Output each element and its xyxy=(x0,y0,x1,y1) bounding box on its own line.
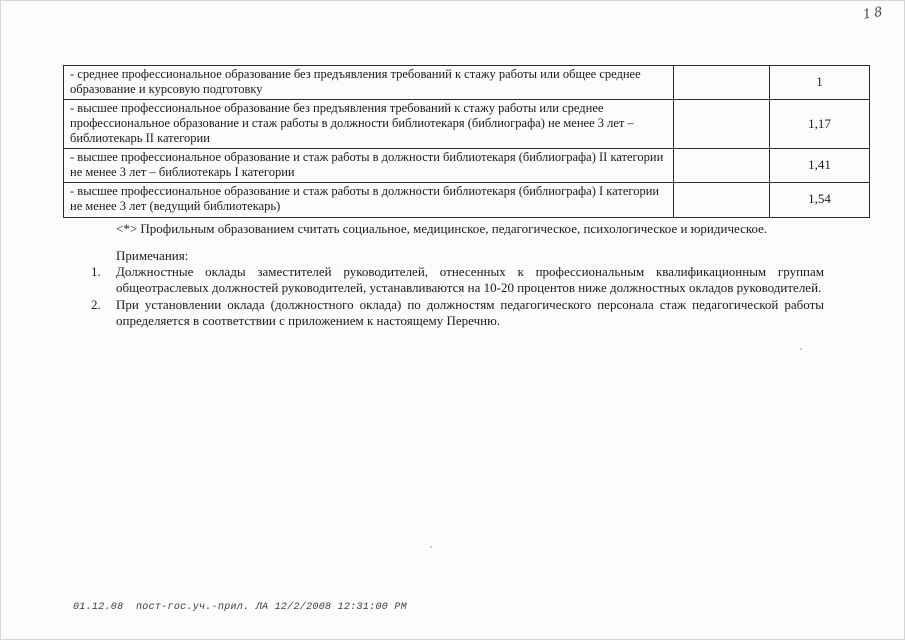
notes-title: Примечания: xyxy=(116,248,189,263)
coefficient-cell: 1,17 xyxy=(770,100,870,149)
document-footer-filename-timestamp: 01.12.08 пост-гос.уч.-прил. ЛА 12/2/2008 12:31:00 PM xyxy=(73,602,407,613)
table-row xyxy=(64,100,870,149)
note-text: Должностные оклады заместителей руководителей, отнесенных к профессиональным квалификационным группам общеотраслевых должностей руководителей, устанавливаются на 10-20 процентов ниже должностных окладов руководителей. xyxy=(116,264,824,295)
empty-cell xyxy=(674,100,770,149)
table-row xyxy=(64,183,870,217)
table-row xyxy=(64,149,870,183)
profile-education-footnote: <*> Профильным образованием считать социальное, медицинское, педагогическое, психологическое и юридическое. xyxy=(116,221,768,236)
scan-speckle xyxy=(800,348,802,350)
note-item xyxy=(91,264,824,296)
empty-cell xyxy=(674,66,770,100)
note-number: 2. xyxy=(91,296,101,312)
requirement-text-cell: - высшее профессиональное образование и стаж работы в должности библиотекаря (библиографа) II категории не менее 3 лет – библиотекарь I категории xyxy=(64,149,674,183)
note-text: При установлении оклада (должностного оклада) по должностям педагогического персонала стаж педагогической работы определяется в соответствии с приложением к настоящему Перечню. xyxy=(116,296,824,328)
requirement-text-cell: - среднее профессиональное образование без предъявления требований к стажу работы или общее среднее образование и курсовую подготовку xyxy=(64,66,674,100)
empty-cell xyxy=(674,183,770,217)
note-item xyxy=(91,297,824,329)
handwritten-page-number: 18 xyxy=(862,4,888,23)
note-number: 1. xyxy=(91,264,101,279)
coefficient-cell: 1,41 xyxy=(770,149,870,183)
scan-speckle xyxy=(430,546,432,548)
table-row xyxy=(64,66,870,100)
empty-cell xyxy=(674,149,770,183)
qualification-table xyxy=(63,65,870,218)
requirement-text-cell: - высшее профессиональное образование и стаж работы в должности библиотекаря (библиографа) I категории не менее 3 лет (ведущий библиотекарь) xyxy=(64,183,674,217)
notes-list xyxy=(91,264,824,329)
requirement-text-cell: - высшее профессиональное образование без предъявления требований к стажу работы или среднее профессиональное образование и стаж работы в должности библиотекаря (библиографа) не менее 3 лет – библиотекарь II категории xyxy=(64,100,674,149)
coefficient-cell: 1 xyxy=(770,66,870,100)
coefficient-cell: 1,54 xyxy=(770,183,870,217)
